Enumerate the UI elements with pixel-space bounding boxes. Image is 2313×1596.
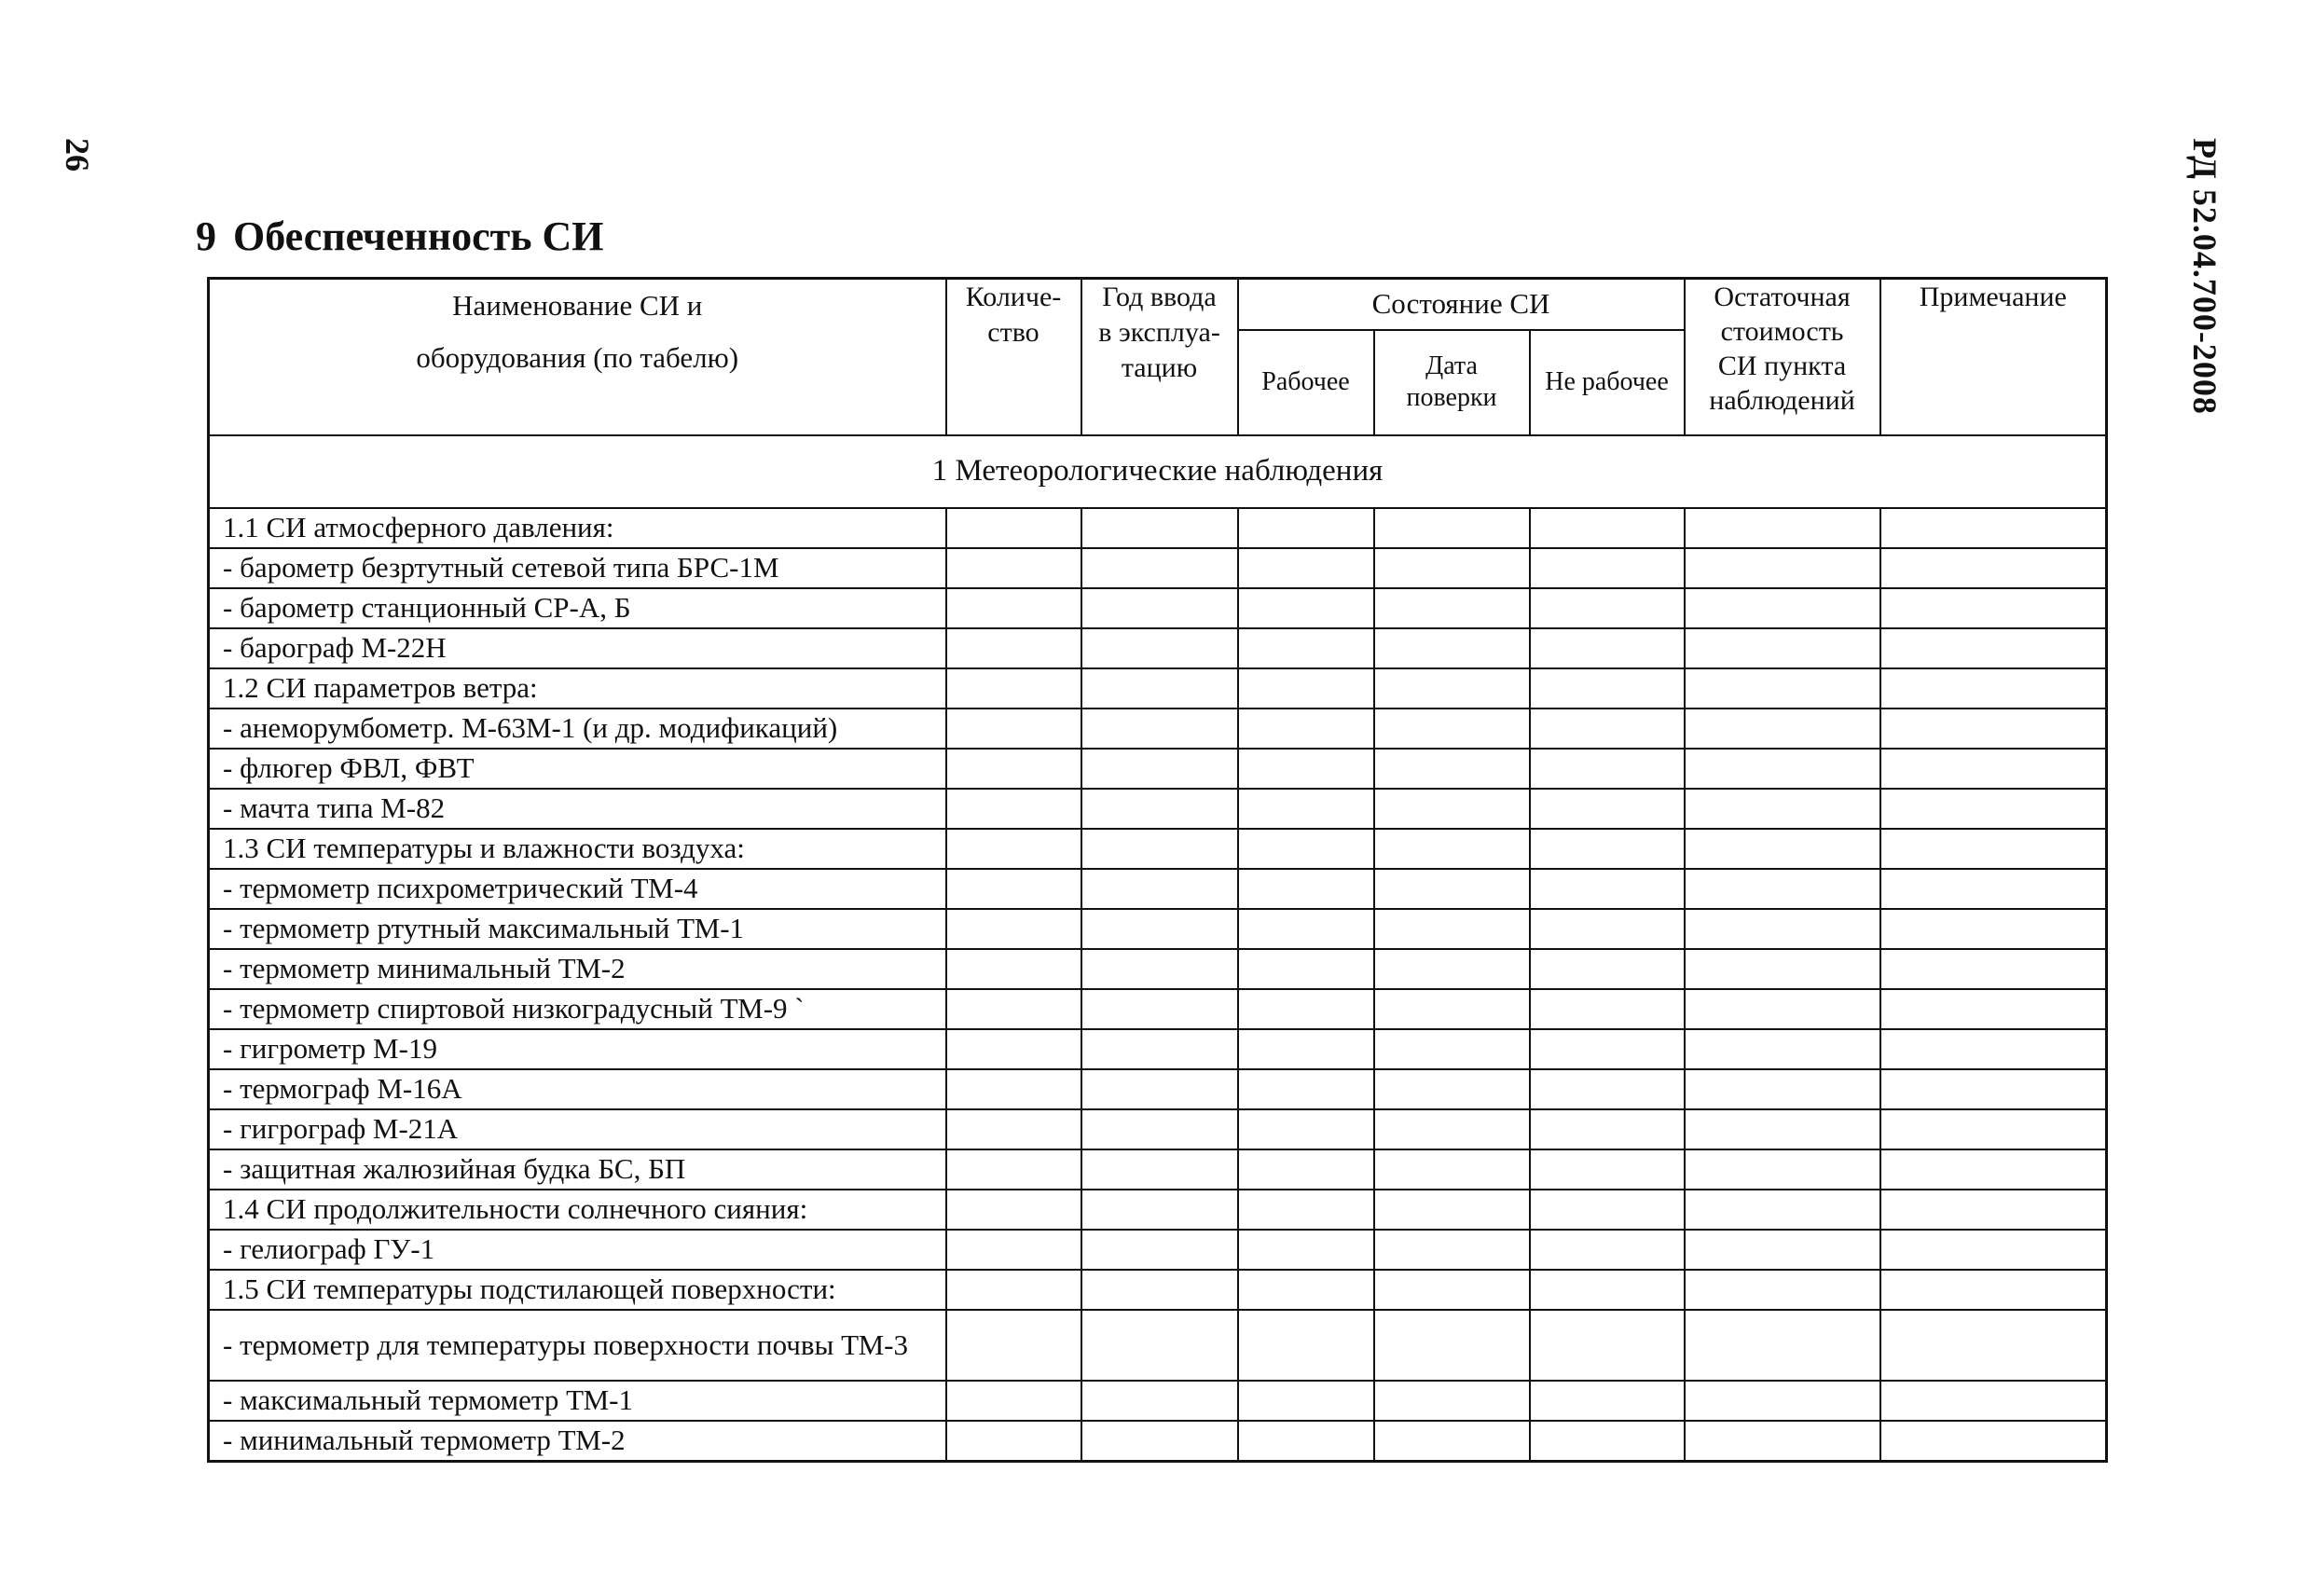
header-year-line1: Год ввода — [1102, 282, 1217, 312]
empty-cell — [1880, 1149, 2107, 1190]
empty-cell — [1081, 548, 1238, 588]
empty-cell — [1081, 949, 1238, 989]
row-name-cell: - термометр минимальный ТМ-2 — [209, 949, 946, 989]
header-year — [1081, 279, 1238, 435]
empty-cell — [1685, 749, 1880, 789]
empty-cell — [1530, 548, 1685, 588]
empty-cell — [1374, 1149, 1530, 1190]
row-name-cell: - барометр безртутный сетевой типа БРС-1М — [209, 548, 946, 588]
table-row — [209, 1069, 2107, 1109]
table-row — [209, 1109, 2107, 1149]
row-name-cell: 1.5 СИ температуры подстилающей поверхности: — [209, 1270, 946, 1310]
empty-cell — [1530, 1421, 1685, 1462]
empty-cell — [1530, 1149, 1685, 1190]
empty-cell — [1238, 1421, 1374, 1462]
row-name-cell: 1.3 СИ температуры и влажности воздуха: — [209, 829, 946, 869]
empty-cell — [946, 1069, 1081, 1109]
empty-cell — [1880, 909, 2107, 949]
row-name-cell: - анеморумбометр. М-63М-1 (и др. модификаций) — [209, 709, 946, 749]
empty-cell — [1081, 1381, 1238, 1421]
empty-cell — [946, 869, 1081, 909]
empty-cell — [1238, 749, 1374, 789]
header-residual-line1: Остаточная — [1714, 282, 1851, 312]
empty-cell — [946, 949, 1081, 989]
empty-cell — [1238, 709, 1374, 749]
empty-cell — [1530, 749, 1685, 789]
header-note: Примечание — [1880, 279, 2107, 435]
empty-cell — [1081, 1270, 1238, 1310]
row-name-cell: - максимальный термометр ТМ-1 — [209, 1381, 946, 1421]
empty-cell — [1530, 1270, 1685, 1310]
empty-cell — [946, 1310, 1081, 1381]
empty-cell — [1880, 668, 2107, 709]
empty-cell — [1685, 548, 1880, 588]
empty-cell — [1081, 989, 1238, 1029]
empty-cell — [1530, 1230, 1685, 1270]
table-row — [209, 1029, 2107, 1069]
row-name-cell: - термометр для температуры поверхности почвы ТМ-3 — [209, 1310, 946, 1381]
empty-cell — [1880, 1029, 2107, 1069]
empty-cell — [1880, 548, 2107, 588]
document-code: РД 52.04.700-2008 — [2186, 138, 2224, 415]
empty-cell — [1685, 1310, 1880, 1381]
header-check-line1: Дата — [1425, 351, 1478, 380]
empty-cell — [946, 909, 1081, 949]
page-number: 26 — [59, 138, 96, 172]
empty-cell — [1880, 1421, 2107, 1462]
empty-cell — [1880, 1069, 2107, 1109]
empty-cell — [1685, 1421, 1880, 1462]
empty-cell — [1238, 1149, 1374, 1190]
empty-cell — [1374, 628, 1530, 668]
table-row — [209, 1190, 2107, 1230]
header-year-line2: в эксплуа- — [1098, 317, 1220, 348]
empty-cell — [946, 1270, 1081, 1310]
row-name-cell: - барограф М-22Н — [209, 628, 946, 668]
empty-cell — [1530, 1190, 1685, 1230]
empty-cell — [1081, 789, 1238, 829]
empty-cell — [1530, 1069, 1685, 1109]
empty-cell — [1238, 1069, 1374, 1109]
empty-cell — [946, 829, 1081, 869]
empty-cell — [1530, 1381, 1685, 1421]
row-name-cell: - гигрограф М-21А — [209, 1109, 946, 1149]
empty-cell — [1530, 1310, 1685, 1381]
row-name-cell: 1.4 СИ продолжительности солнечного сияния: — [209, 1190, 946, 1230]
empty-cell — [1880, 1270, 2107, 1310]
group-title: 1 Метеорологические наблюдения — [209, 435, 2107, 508]
empty-cell — [1081, 1230, 1238, 1270]
empty-cell — [1880, 588, 2107, 628]
empty-cell — [1081, 1029, 1238, 1069]
header-name — [209, 279, 946, 435]
table-row — [209, 909, 2107, 949]
table-row — [209, 1421, 2107, 1462]
empty-cell — [1530, 668, 1685, 709]
empty-cell — [946, 709, 1081, 749]
empty-cell — [946, 1230, 1081, 1270]
empty-cell — [1238, 548, 1374, 588]
row-name-cell: - термометр спиртовой низкоградусный ТМ-9 ` — [209, 989, 946, 1029]
empty-cell — [1530, 588, 1685, 628]
header-residual-line4: наблюдений — [1709, 385, 1855, 416]
header-quantity — [946, 279, 1081, 435]
empty-cell — [1374, 1190, 1530, 1230]
empty-cell — [1374, 1230, 1530, 1270]
empty-cell — [1081, 749, 1238, 789]
empty-cell — [946, 1381, 1081, 1421]
empty-cell — [1685, 1029, 1880, 1069]
empty-cell — [1530, 628, 1685, 668]
empty-cell — [946, 668, 1081, 709]
table-row — [209, 829, 2107, 869]
empty-cell — [1530, 909, 1685, 949]
empty-cell — [1685, 909, 1880, 949]
empty-cell — [1685, 588, 1880, 628]
empty-cell — [1530, 989, 1685, 1029]
table-row — [209, 1230, 2107, 1270]
header-residual-value — [1685, 279, 1880, 435]
empty-cell — [1081, 628, 1238, 668]
header-residual-line2: стоимость — [1720, 316, 1844, 347]
empty-cell — [1880, 709, 2107, 749]
empty-cell — [1530, 829, 1685, 869]
empty-cell — [1530, 1109, 1685, 1149]
row-name-cell: - барометр станционный СР-А, Б — [209, 588, 946, 628]
empty-cell — [1238, 909, 1374, 949]
empty-cell — [1880, 789, 2107, 829]
empty-cell — [1081, 869, 1238, 909]
table-row — [209, 709, 2107, 749]
empty-cell — [1880, 989, 2107, 1029]
table-row — [209, 949, 2107, 989]
table-row — [209, 668, 2107, 709]
empty-cell — [1880, 749, 2107, 789]
header-residual-line3: СИ пункта — [1717, 351, 1847, 381]
empty-cell — [1081, 829, 1238, 869]
empty-cell — [1374, 508, 1530, 548]
empty-cell — [1530, 789, 1685, 829]
empty-cell — [1374, 829, 1530, 869]
empty-cell — [1685, 668, 1880, 709]
header-check-line2: поверки — [1406, 383, 1497, 412]
empty-cell — [1530, 949, 1685, 989]
empty-cell — [1685, 829, 1880, 869]
empty-cell — [1238, 829, 1374, 869]
header-check-date — [1374, 330, 1530, 435]
empty-cell — [1530, 869, 1685, 909]
header-year-line3: тацию — [1121, 352, 1198, 383]
empty-cell — [1081, 1069, 1238, 1109]
empty-cell — [1374, 789, 1530, 829]
header-not-working: Не рабочее — [1530, 330, 1685, 435]
empty-cell — [1685, 1149, 1880, 1190]
empty-cell — [1238, 668, 1374, 709]
empty-cell — [946, 548, 1081, 588]
empty-cell — [1880, 1310, 2107, 1381]
empty-cell — [1374, 668, 1530, 709]
empty-cell — [1081, 588, 1238, 628]
equipment-table — [207, 277, 2108, 1463]
empty-cell — [1238, 789, 1374, 829]
row-name-cell: - гигрометр М-19 — [209, 1029, 946, 1069]
empty-cell — [1374, 709, 1530, 749]
empty-cell — [1081, 508, 1238, 548]
empty-cell — [946, 749, 1081, 789]
empty-cell — [1880, 869, 2107, 909]
row-name-cell: 1.2 СИ параметров ветра: — [209, 668, 946, 709]
header-quantity-line1: Количе- — [965, 282, 1062, 312]
header-state: Состояние СИ — [1238, 279, 1685, 330]
empty-cell — [1374, 949, 1530, 989]
empty-cell — [946, 1149, 1081, 1190]
empty-cell — [946, 588, 1081, 628]
empty-cell — [1238, 628, 1374, 668]
empty-cell — [1685, 1230, 1880, 1270]
empty-cell — [1880, 628, 2107, 668]
empty-cell — [946, 1109, 1081, 1149]
table-row — [209, 1149, 2107, 1190]
empty-cell — [1374, 1381, 1530, 1421]
table-row — [209, 989, 2107, 1029]
section-title-text: Обеспеченность СИ — [233, 213, 604, 259]
row-name-cell: - флюгер ФВЛ, ФВТ — [209, 749, 946, 789]
empty-cell — [1530, 1029, 1685, 1069]
row-name-cell: - термометр психрометрический ТМ-4 — [209, 869, 946, 909]
empty-cell — [1081, 1421, 1238, 1462]
row-name-cell: - термометр ртутный максимальный ТМ-1 — [209, 909, 946, 949]
empty-cell — [1685, 709, 1880, 749]
empty-cell — [1880, 829, 2107, 869]
header-quantity-line2: ство — [987, 317, 1039, 348]
empty-cell — [1685, 1069, 1880, 1109]
header-name-line2: оборудования (по табелю) — [416, 341, 739, 374]
empty-cell — [1880, 1230, 2107, 1270]
empty-cell — [1238, 1270, 1374, 1310]
row-name-cell: - защитная жалюзийная будка БС, БП — [209, 1149, 946, 1190]
header-working: Рабочее — [1238, 330, 1374, 435]
empty-cell — [1530, 709, 1685, 749]
empty-cell — [946, 628, 1081, 668]
empty-cell — [1880, 1190, 2107, 1230]
empty-cell — [1685, 1190, 1880, 1230]
empty-cell — [1081, 1190, 1238, 1230]
header-name-line1: Наименование СИ и — [452, 289, 703, 322]
empty-cell — [1374, 548, 1530, 588]
table-row — [209, 628, 2107, 668]
table-row — [209, 508, 2107, 548]
table-row — [209, 1310, 2107, 1381]
table-row — [209, 789, 2107, 829]
empty-cell — [1238, 1029, 1374, 1069]
table-row — [209, 1381, 2107, 1421]
empty-cell — [1081, 1310, 1238, 1381]
empty-cell — [1685, 989, 1880, 1029]
empty-cell — [1374, 1421, 1530, 1462]
empty-cell — [1880, 508, 2107, 548]
empty-cell — [946, 1421, 1081, 1462]
empty-cell — [946, 1190, 1081, 1230]
empty-cell — [1238, 949, 1374, 989]
empty-cell — [1685, 508, 1880, 548]
empty-cell — [1880, 949, 2107, 989]
empty-cell — [1880, 1381, 2107, 1421]
empty-cell — [1374, 1069, 1530, 1109]
empty-cell — [1374, 909, 1530, 949]
empty-cell — [946, 989, 1081, 1029]
empty-cell — [1238, 989, 1374, 1029]
empty-cell — [1880, 1109, 2107, 1149]
section-number: 9 — [196, 213, 216, 259]
empty-cell — [1374, 1109, 1530, 1149]
empty-cell — [1081, 709, 1238, 749]
table-row — [209, 548, 2107, 588]
empty-cell — [1685, 869, 1880, 909]
empty-cell — [1238, 1230, 1374, 1270]
row-name-cell: - мачта типа М-82 — [209, 789, 946, 829]
empty-cell — [1530, 508, 1685, 548]
empty-cell — [1081, 1109, 1238, 1149]
empty-cell — [1374, 1270, 1530, 1310]
empty-cell — [1374, 869, 1530, 909]
empty-cell — [1685, 1270, 1880, 1310]
row-name-cell: - гелиограф ГУ-1 — [209, 1230, 946, 1270]
empty-cell — [1238, 1190, 1374, 1230]
empty-cell — [1374, 989, 1530, 1029]
row-name-cell: - минимальный термометр ТМ-2 — [209, 1421, 946, 1462]
empty-cell — [1081, 1149, 1238, 1190]
section-title — [196, 213, 603, 260]
empty-cell — [1374, 1029, 1530, 1069]
table-row — [209, 869, 2107, 909]
empty-cell — [1685, 1109, 1880, 1149]
table-row — [209, 1270, 2107, 1310]
empty-cell — [1238, 869, 1374, 909]
empty-cell — [1374, 1310, 1530, 1381]
empty-cell — [1374, 588, 1530, 628]
empty-cell — [1685, 628, 1880, 668]
empty-cell — [1238, 1381, 1374, 1421]
empty-cell — [1081, 909, 1238, 949]
empty-cell — [1685, 1381, 1880, 1421]
empty-cell — [946, 1029, 1081, 1069]
empty-cell — [1238, 1109, 1374, 1149]
empty-cell — [1685, 949, 1880, 989]
row-name-cell: 1.1 СИ атмосферного давления: — [209, 508, 946, 548]
table-row — [209, 749, 2107, 789]
empty-cell — [1081, 668, 1238, 709]
empty-cell — [1238, 1310, 1374, 1381]
table-row — [209, 588, 2107, 628]
empty-cell — [1238, 508, 1374, 548]
empty-cell — [946, 508, 1081, 548]
row-name-cell: - термограф М-16А — [209, 1069, 946, 1109]
empty-cell — [1374, 749, 1530, 789]
group-row — [209, 435, 2107, 508]
empty-cell — [1685, 789, 1880, 829]
empty-cell — [946, 789, 1081, 829]
empty-cell — [1238, 588, 1374, 628]
